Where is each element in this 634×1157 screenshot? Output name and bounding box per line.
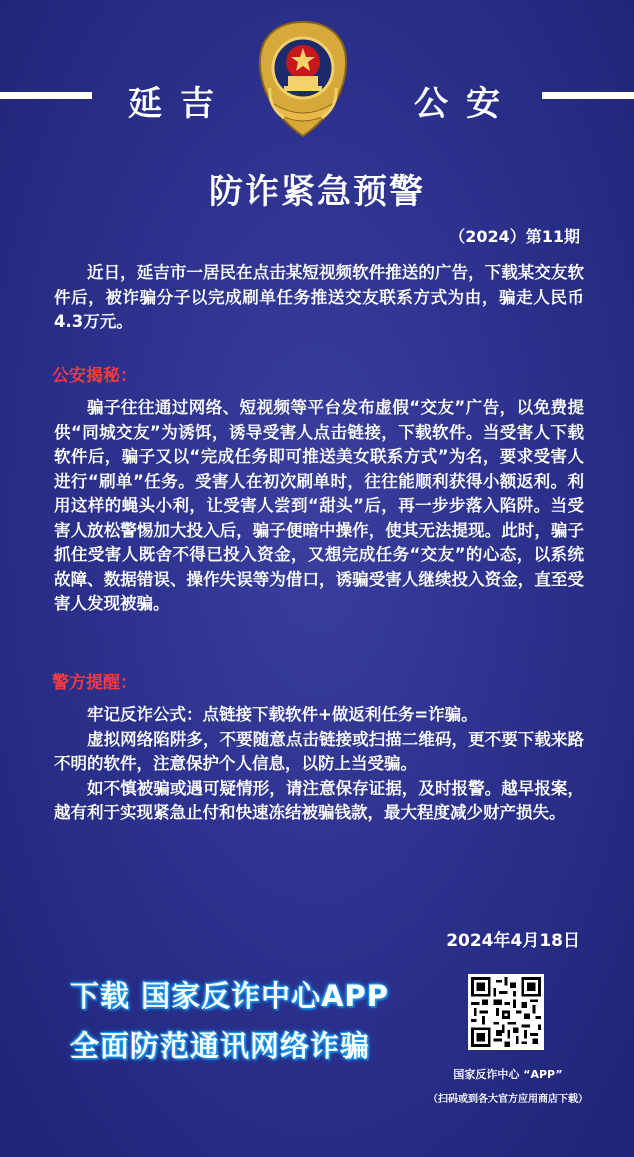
brand-right: 公安: [414, 84, 518, 124]
publish-date: 2024年4月18日: [446, 931, 580, 951]
reminder-item: 虚拟网络陷阱多，不要随意点击链接或扫描二维码，更不要下载来路不明的软件，注意保护个人信息，以防上当受骗。: [54, 729, 584, 773]
intro-paragraph: 近日，延吉市一居民在点击某短视频软件推送的广告，下载某交友软件后，被诈骗分子以完成刷单任务推送交友联系方式为由，骗走人民币4.3万元。: [54, 263, 584, 331]
header-stripe-left: [0, 92, 92, 99]
qr-note: （扫码或到各大官方应用商店下载）: [428, 1094, 588, 1105]
slogan-line-1: 下载 国家反诈中心APP: [70, 979, 390, 1013]
slogan-line-2: 全面防范通讯网络诈骗: [70, 1029, 371, 1063]
reminder-item: 牢记反诈公式：点链接下载软件+做返利任务=诈骗。: [87, 705, 478, 724]
issue-number: （2024）第11期: [449, 227, 580, 246]
reveal-paragraph: 骗子往往通过网络、短视频等平台发布虚假“交友”广告，以免费提供“同城交友”为诱饵，诱导受害人点击链接，下载软件。当受害人下载软件后，骗子又以“完成任务即可推送美女联系方式”为名，要求受害人进行“刷单”任务。受害人在初次刷单时，往往能顺利获得小额返利。利用这样的蝇头小利，让受害人尝到“甜头”后，再一步步落入陷阱。当受害人放松警惕加大投入后，骗子便暗中操作，使其无法提现。此时，骗子抓住受害人既舍不得已投入资金，又想完成任务“交友”的心态，以系统故障、数据错误、操作失误等为借口，诱骗受害人继续投入资金，直至受害人发现被骗。: [54, 398, 584, 613]
reminder-item: 如不慎被骗或遇可疑情形，请注意保存证据，及时报警。越早报案，越有利于实现紧急止付和快速冻结被骗钱款，最大程度减少财产损失。: [54, 778, 584, 822]
qr-code-icon[interactable]: [468, 974, 544, 1050]
reminder-list: [54, 703, 584, 826]
qr-caption: 国家反诈中心 “APP”: [453, 1068, 563, 1081]
header-stripe-right: [542, 92, 634, 99]
brand-left: 延吉: [128, 84, 232, 124]
section-heading-reveal: 公安揭秘：: [52, 366, 137, 386]
page-title: 防诈紧急预警: [209, 172, 425, 212]
section-heading-reminder: 警方提醒：: [52, 673, 137, 693]
police-emblem-icon: [248, 18, 358, 140]
